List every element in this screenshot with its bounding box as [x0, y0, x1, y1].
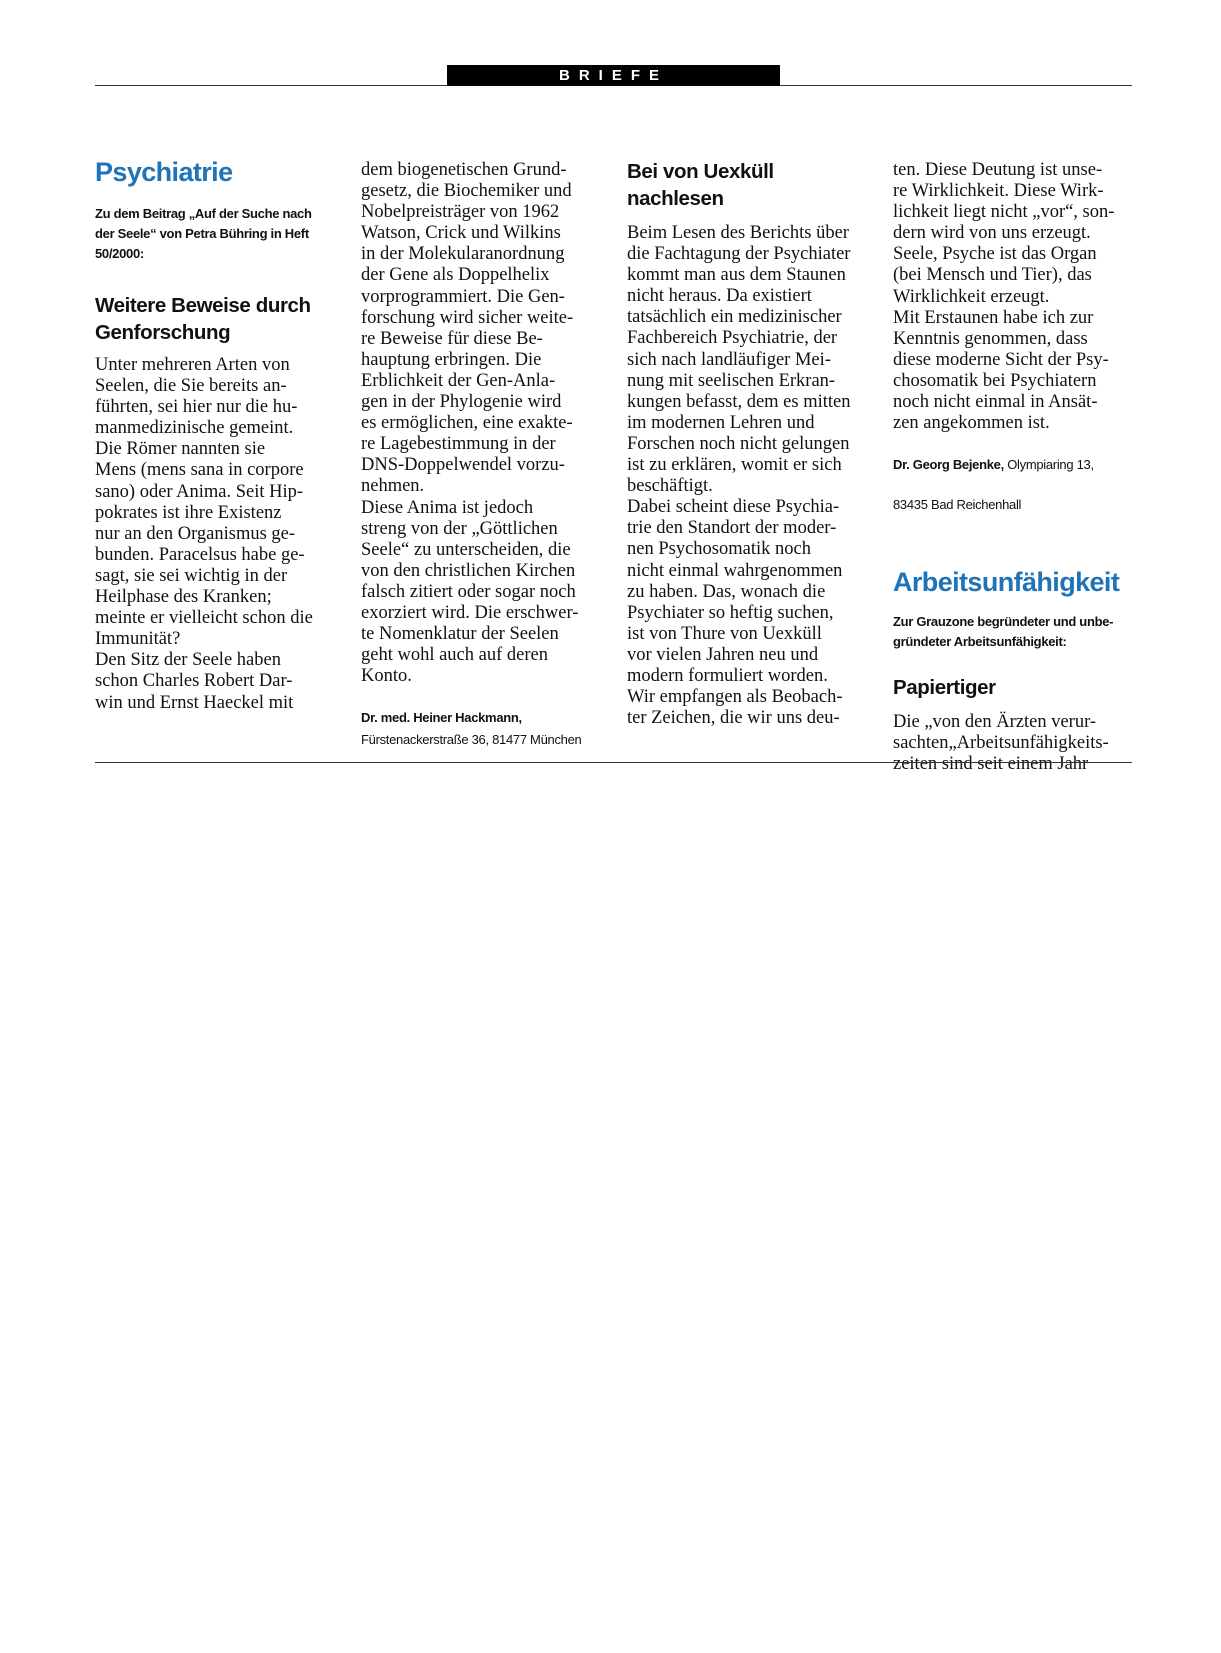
letter-headline: Papiertiger — [893, 676, 996, 700]
letter-body: Die „von den Ärzten verur- sachten„Arbeitsunfähigkeits- zeiten sind seit einem Jahr — [893, 712, 1109, 775]
signature-address: Fürstenackerstraße 36, 81477 München — [361, 732, 582, 748]
column-1 — [95, 157, 335, 714]
column-2 — [361, 160, 601, 770]
article-reference: Zur Grauzone begründeter und unbe- gründeter Arbeitsunfähigkeit: — [893, 614, 1114, 650]
topic-heading-psychiatrie: Psychiatrie — [95, 157, 233, 187]
column-4 — [893, 160, 1133, 776]
topic-heading-arbeitsunfaehigkeit: Arbeitsunfähigkeit — [893, 567, 1120, 598]
letter-body-continued: dem biogenetischen Grund- gesetz, die Biochemiker und Nobelpreisträger von 1962 Watson, Crick und Wilkins in der Molekularanordnung der Gene als Doppelhelix vorprogrammiert. Die Gen- forschung wird sicher weite- re Beweise für diese Be- hauptung erbringen. Die Erblichkeit der Gen-Anla- gen in der Phylogenie wird es ermöglichen, eine exakte- re Lagebestimmung in der DNS-Doppelwendel vorzu- nehmen. Diese Anima ist jedoch streng von der „Göttlichen Seele“ zu unterscheiden, die von den christlichen Kirchen falsch zitiert oder sogar noch exorziert wird. Die erschwer- te Nomenklatur der Seelen geht wohl auch auf deren Konto. — [361, 160, 579, 687]
letter-headline: Weitere Beweise durch Genforschung — [95, 294, 311, 344]
letter-body: Unter mehreren Arten von Seelen, die Sie bereits an- führten, sei hier nur die hu- manmedizinische gemeint. Die Römer nannten sie Mens (mens sana in corpore sano) oder Anima. Seit Hip- pokrates ist ihre Existenz nur an den Organismus ge- bunden. Paracelsus habe ge- sagt, sie sei wichtig in der Heilphase des Kranken; meinte er vielleicht schon die Immunität? Den Sitz der Seele haben schon Charles Robert Dar- win und Ernst Haeckel mit — [95, 355, 313, 713]
letter-body-continued: ten. Diese Deutung ist unse- re Wirklichkeit. Diese Wirk- lichkeit liegt nicht „vor“, son- dern wird von uns erzeugt. Seele, Psyche ist das Organ (bei Mensch und Tier), das Wirklichkeit erzeugt. Mit Erstaunen habe ich zur Kenntnis genommen, dass diese moderne Sicht der Psy- chosomatik bei Psychiatern noch nicht einmal in Ansät- zen angekommen ist. — [893, 160, 1115, 434]
article-reference: Zu dem Beitrag „Auf der Suche nach der Seele“ von Petra Bühring in Heft 50/2000: — [95, 206, 312, 261]
letter-headline: Bei von Uexküll nachlesen — [627, 160, 774, 210]
signature-name: Dr. med. Heiner Hackmann, — [361, 710, 522, 726]
signature-name: Dr. Georg Bejenke, — [893, 457, 1004, 473]
letter-signature — [361, 688, 601, 770]
letter-signature — [893, 435, 1133, 535]
letter-body: Beim Lesen des Berichts über die Fachtagung der Psychiater kommt man aus dem Staunen nicht heraus. Da existiert tatsächlich ein medizinischer Fachbereich Psychiatrie, der sich nach landläufiger Mei- nung mit seelischen Erkran- kungen befasst, dem es mitten im modernen Lehren und Forschen noch nicht gelungen ist zu erklären, womit er sich beschäftigt. Dabei scheint diese Psychia- trie den Standort der moder- nen Psychosomatik noch nicht einmal wahrgenommen zu haben. Das, wonach die Psychiater so heftig suchen, ist von Thure von Uexküll vor vielen Jahren neu und modern formuliert worden. Wir empfangen als Beobach- ter Zeichen, die wir uns deu- — [627, 223, 851, 729]
footer-rule — [95, 762, 1132, 763]
signature-address: Olympiaring 13, — [1003, 457, 1094, 473]
column-3 — [627, 160, 867, 729]
signature-address-city: 83435 Bad Reichenhall — [893, 497, 1022, 513]
section-label: BRIEFE — [447, 65, 780, 86]
